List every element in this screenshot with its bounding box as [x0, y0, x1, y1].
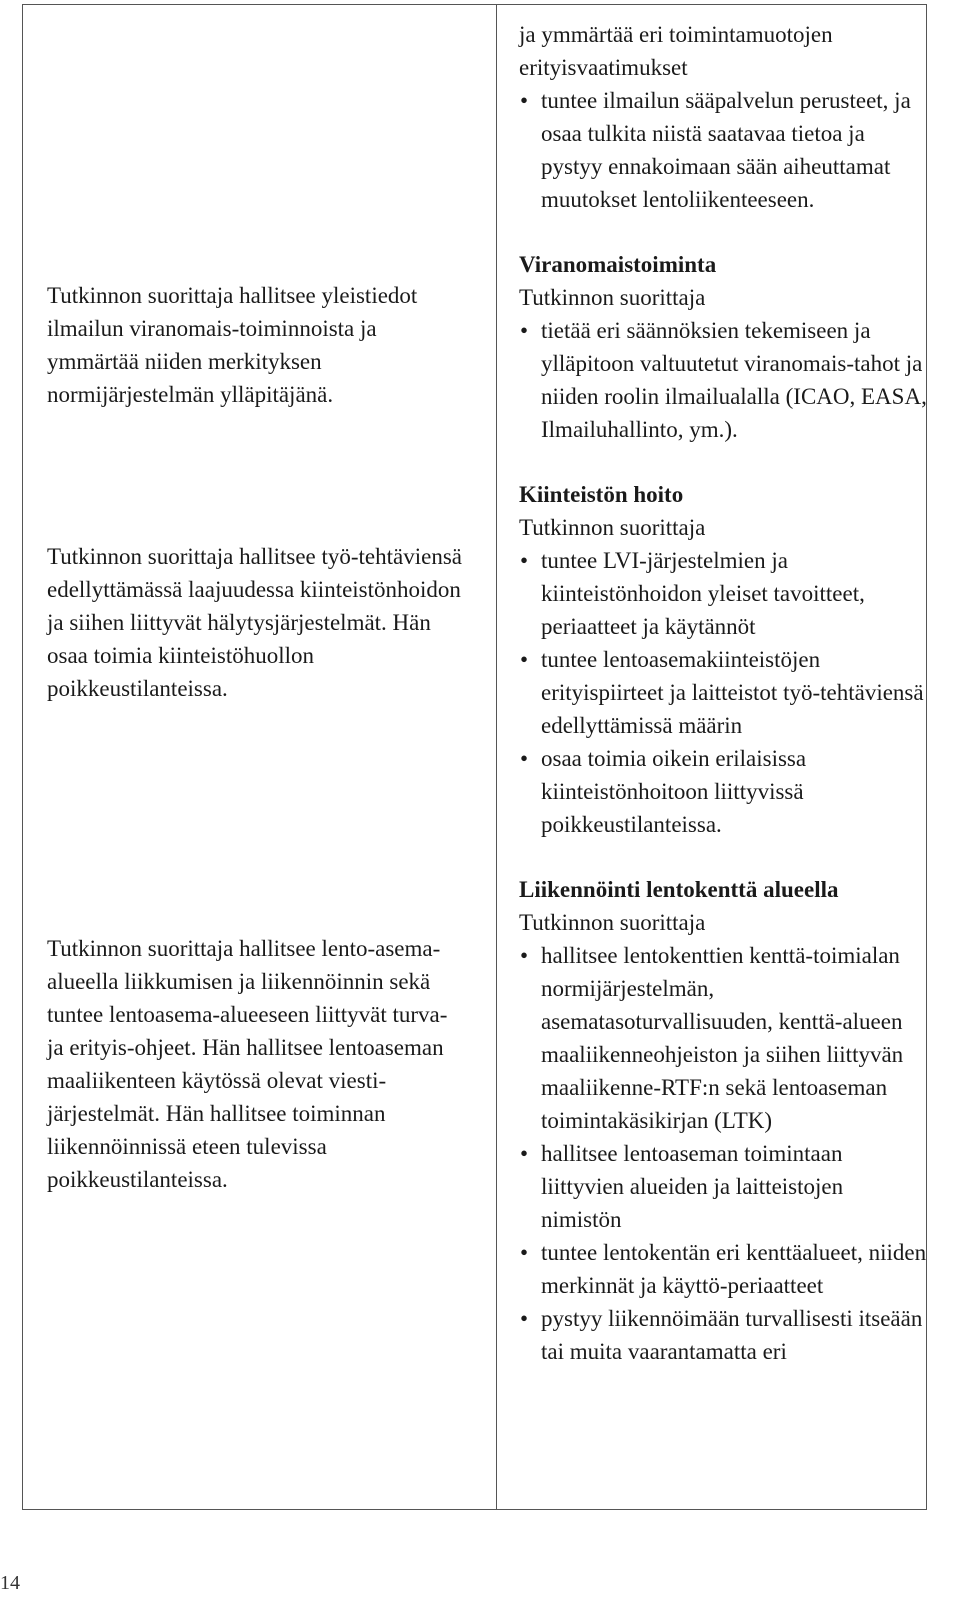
section-property-maintenance: [519, 478, 927, 841]
column-divider: [496, 5, 497, 1509]
section-title: Viranomaistoiminta: [519, 252, 717, 277]
left-text-traffic: Tutkinnon suorittaja hallitsee lento-asema-alueella liikkumisen ja liikennöinnin sekä tuntee lentoasema-alueeseen liittyvät turva- ja erityis-ohjeet. Hän hallitsee lentoaseman maaliikenteen käytössä olevat viesti-järjestelmät. Hän hallitsee toiminnan liikennöinnissä eteen tulevissa poikkeustilanteissa.: [47, 936, 448, 1192]
list-item: • tuntee lentokentän eri kenttäalueet, niiden merkinnät ja käyttö-periaatteet: [519, 1236, 927, 1302]
left-text-property: Tutkinnon suorittaja hallitsee työ-tehtäviensä edellyttämässä laajuudessa kiinteistönhoidon ja siihen liittyvät hälytysjärjestelmät. Hän osaa toimia kiinteistöhuollon poikkeustilanteissa.: [47, 544, 462, 701]
section-title: Kiinteistön hoito: [519, 482, 684, 507]
section-subtitle: Tutkinnon suorittaja: [519, 515, 706, 540]
list-item: • osaa toimia oikein erilaisissa kiinteistönhoitoon liittyvissä poikkeustilanteissa.: [519, 742, 927, 841]
continuation-text: ja ymmärtää eri toimintamuotojen erityisvaatimukset: [519, 22, 833, 80]
list-item: • hallitsee lentoaseman toimintaan liittyvien alueiden ja laitteistojen nimistön: [519, 1137, 927, 1236]
list-item: • tuntee LVI-järjestelmien ja kiinteistönhoidon yleiset tavoitteet, periaatteet ja käytännöt: [519, 544, 927, 643]
bullet-list: [519, 544, 927, 841]
continuation-section: [519, 18, 927, 216]
list-item: • hallitsee lentokenttien kenttä-toimialan normijärjestelmän, asematasoturvallisuuden, kenttä-alueen maaliikenneohjeiston ja siihen liittyvän maaliikenne-RTF:n sekä lentoaseman toimintakäsikirjan (LTK): [519, 939, 927, 1137]
list-item: • tietää eri säännöksien tekemiseen ja ylläpitoon valtuutetut viranomais-tahot ja niiden roolin ilmailualalla (ICAO, EASA, Ilmailuhallinto, ym.).: [519, 314, 927, 446]
list-item: • tuntee ilmailun sääpalvelun perusteet, ja osaa tulkita niistä saatavaa tietoa ja pystyy ennakoimaan sään aiheuttamat muutokset lentoliikenteeseen.: [519, 84, 927, 216]
right-column: [519, 18, 927, 1400]
page-number: 14: [0, 1572, 20, 1594]
left-text-authority: Tutkinnon suorittaja hallitsee yleistiedot ilmailun viranomais-toiminnoista ja ymmärtää niiden merkityksen normijärjestelmän ylläpitäjänä.: [47, 283, 418, 407]
section-authority: [519, 248, 927, 446]
list-item: • tuntee lentoasemakiinteistöjen erityispiirteet ja laitteistot työ-tehtäviensä edellyttämissä määrin: [519, 643, 927, 742]
section-subtitle: Tutkinnon suorittaja: [519, 285, 706, 310]
section-title: Liikennöinti lentokenttä alueella: [519, 877, 839, 902]
bullet-list: [519, 314, 927, 446]
section-airfield-traffic: [519, 873, 927, 1368]
list-item: • pystyy liikennöimään turvallisesti itseään tai muita vaarantamatta eri: [519, 1302, 927, 1368]
bullet-list: [519, 939, 927, 1368]
section-subtitle: Tutkinnon suorittaja: [519, 910, 706, 935]
content-table: [22, 4, 927, 1510]
continuation-list: [519, 84, 927, 216]
